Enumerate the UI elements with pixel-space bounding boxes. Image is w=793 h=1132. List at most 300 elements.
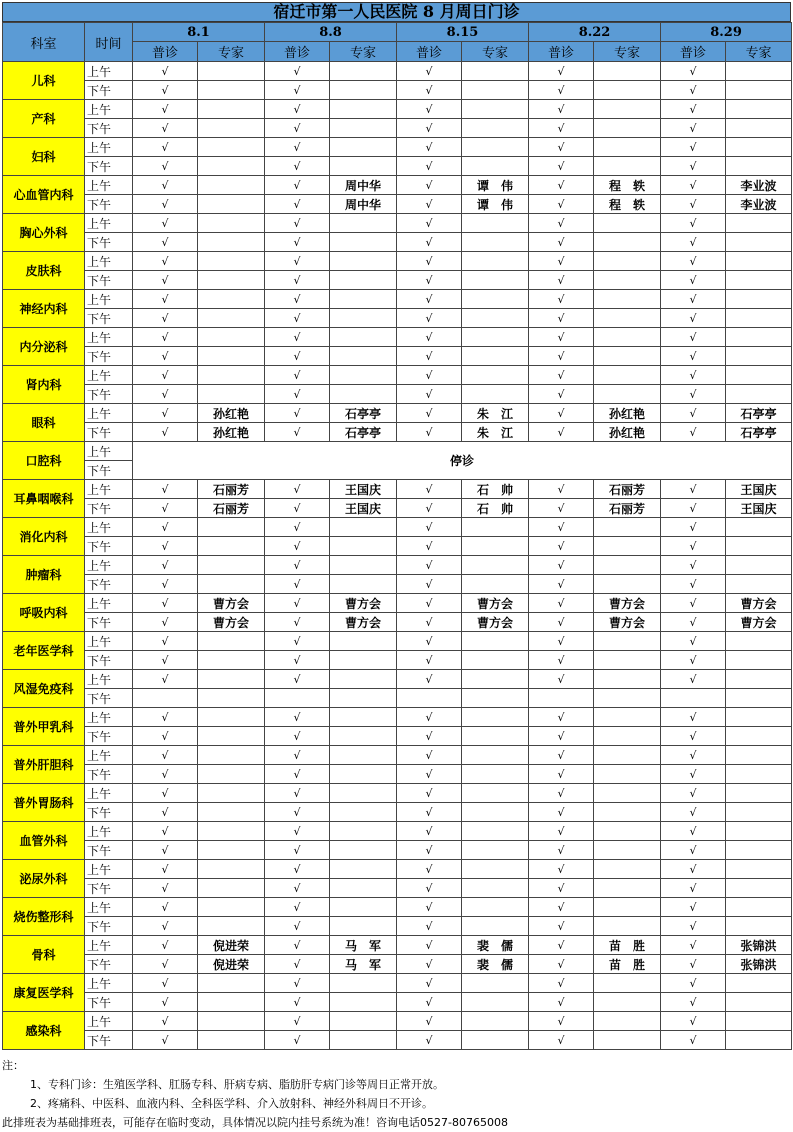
specialist-cell bbox=[594, 157, 661, 176]
specialist-cell bbox=[198, 366, 265, 385]
general-clinic-cell: √ bbox=[133, 100, 198, 119]
specialist-cell bbox=[198, 176, 265, 195]
specialist-cell bbox=[330, 556, 397, 575]
general-clinic-cell: √ bbox=[265, 347, 330, 366]
specialist-cell bbox=[198, 708, 265, 727]
specialist-cell bbox=[330, 879, 397, 898]
specialist-cell bbox=[198, 138, 265, 157]
specialist-cell bbox=[594, 537, 661, 556]
general-clinic-cell: √ bbox=[133, 670, 198, 689]
general-clinic-cell: √ bbox=[397, 974, 462, 993]
specialist-cell bbox=[330, 803, 397, 822]
specialist-cell bbox=[462, 727, 529, 746]
specialist-cell bbox=[198, 575, 265, 594]
general-clinic-cell: √ bbox=[529, 613, 594, 632]
table-row bbox=[3, 119, 792, 138]
general-clinic-cell: √ bbox=[265, 100, 330, 119]
time-period: 上午 bbox=[85, 366, 133, 385]
specialist-cell: 苗 胜 bbox=[594, 955, 661, 974]
specialist-cell bbox=[462, 537, 529, 556]
department-name: 儿科 bbox=[3, 62, 85, 100]
note-line-2: 2、疼痛科、中医科、血液内科、全科医学科、介入放射科、神经外科周日不开诊。 bbox=[30, 1097, 433, 1110]
specialist-cell bbox=[726, 328, 792, 347]
general-clinic-cell: √ bbox=[133, 727, 198, 746]
table-row bbox=[3, 575, 792, 594]
department-name: 老年医学科 bbox=[3, 632, 85, 670]
department-name: 胸心外科 bbox=[3, 214, 85, 252]
general-clinic-cell: √ bbox=[529, 556, 594, 575]
general-clinic-cell: √ bbox=[265, 594, 330, 613]
specialist-cell bbox=[198, 100, 265, 119]
specialist-cell: 石亭亭 bbox=[726, 404, 792, 423]
general-clinic-cell bbox=[265, 689, 330, 708]
general-clinic-cell: √ bbox=[529, 1031, 594, 1050]
specialist-cell bbox=[594, 138, 661, 157]
page-title: 宿迁市第一人民医院 8 月周日门诊 bbox=[2, 2, 791, 22]
general-clinic-cell: √ bbox=[529, 879, 594, 898]
specialist-cell bbox=[726, 347, 792, 366]
specialist-cell bbox=[462, 689, 529, 708]
general-clinic-cell: √ bbox=[529, 993, 594, 1012]
specialist-cell: 石丽芳 bbox=[198, 499, 265, 518]
general-clinic-cell: √ bbox=[661, 860, 726, 879]
specialist-cell bbox=[462, 632, 529, 651]
specialist-cell bbox=[462, 803, 529, 822]
general-clinic-cell: √ bbox=[397, 537, 462, 556]
time-period: 下午 bbox=[85, 1031, 133, 1050]
general-clinic-cell: √ bbox=[133, 860, 198, 879]
time-period: 上午 bbox=[85, 974, 133, 993]
general-clinic-cell: √ bbox=[397, 898, 462, 917]
time-period: 下午 bbox=[85, 841, 133, 860]
table-row bbox=[3, 993, 792, 1012]
general-clinic-cell: √ bbox=[265, 613, 330, 632]
general-header: 普诊 bbox=[661, 42, 726, 62]
general-clinic-cell: √ bbox=[529, 290, 594, 309]
specialist-cell bbox=[198, 1031, 265, 1050]
specialist-cell bbox=[330, 727, 397, 746]
general-clinic-cell: √ bbox=[661, 613, 726, 632]
general-clinic-cell: √ bbox=[265, 556, 330, 575]
general-clinic-cell: √ bbox=[133, 784, 198, 803]
specialist-cell bbox=[726, 81, 792, 100]
specialist-cell: 马 军 bbox=[330, 955, 397, 974]
specialist-cell bbox=[198, 271, 265, 290]
specialist-cell bbox=[462, 575, 529, 594]
specialist-cell bbox=[198, 309, 265, 328]
specialist-cell bbox=[198, 157, 265, 176]
general-clinic-cell: √ bbox=[133, 708, 198, 727]
general-clinic-cell: √ bbox=[397, 727, 462, 746]
specialist-cell bbox=[726, 138, 792, 157]
general-clinic-cell: √ bbox=[265, 119, 330, 138]
general-clinic-cell: √ bbox=[529, 898, 594, 917]
specialist-cell: 曹方会 bbox=[726, 613, 792, 632]
table-row bbox=[3, 784, 792, 803]
general-clinic-cell: √ bbox=[529, 62, 594, 81]
specialist-cell bbox=[330, 575, 397, 594]
general-clinic-cell: √ bbox=[397, 480, 462, 499]
general-clinic-cell bbox=[529, 689, 594, 708]
specialist-cell bbox=[726, 651, 792, 670]
specialist-cell bbox=[198, 518, 265, 537]
table-row bbox=[3, 670, 792, 689]
general-clinic-cell: √ bbox=[133, 594, 198, 613]
department-name: 普外甲乳科 bbox=[3, 708, 85, 746]
general-clinic-cell: √ bbox=[529, 746, 594, 765]
general-clinic-cell: √ bbox=[661, 404, 726, 423]
specialist-cell bbox=[330, 290, 397, 309]
general-clinic-cell: √ bbox=[265, 765, 330, 784]
time-period: 下午 bbox=[85, 727, 133, 746]
table-row bbox=[3, 917, 792, 936]
specialist-cell bbox=[594, 879, 661, 898]
specialist-cell bbox=[726, 309, 792, 328]
general-clinic-cell: √ bbox=[265, 936, 330, 955]
general-clinic-cell: √ bbox=[397, 594, 462, 613]
time-period: 下午 bbox=[85, 537, 133, 556]
general-clinic-cell: √ bbox=[661, 1031, 726, 1050]
specialist-cell bbox=[330, 974, 397, 993]
department-name: 眼科 bbox=[3, 404, 85, 442]
time-period: 上午 bbox=[85, 100, 133, 119]
specialist-cell bbox=[330, 841, 397, 860]
general-clinic-cell: √ bbox=[397, 366, 462, 385]
table-row bbox=[3, 385, 792, 404]
specialist-cell bbox=[330, 119, 397, 138]
specialist-cell bbox=[462, 898, 529, 917]
general-clinic-cell: √ bbox=[661, 651, 726, 670]
table-row bbox=[3, 689, 792, 708]
specialist-cell bbox=[594, 328, 661, 347]
department-name: 血管外科 bbox=[3, 822, 85, 860]
table-row bbox=[3, 480, 792, 499]
general-clinic-cell: √ bbox=[265, 632, 330, 651]
general-clinic-cell: √ bbox=[133, 537, 198, 556]
specialist-cell bbox=[726, 100, 792, 119]
specialist-cell bbox=[726, 708, 792, 727]
specialist-cell bbox=[594, 1031, 661, 1050]
table-row bbox=[3, 290, 792, 309]
specialist-cell bbox=[594, 366, 661, 385]
specialist-cell bbox=[330, 252, 397, 271]
general-clinic-cell: √ bbox=[397, 138, 462, 157]
specialist-cell bbox=[462, 328, 529, 347]
general-clinic-cell: √ bbox=[397, 214, 462, 233]
table-row bbox=[3, 195, 792, 214]
table-row bbox=[3, 955, 792, 974]
general-clinic-cell: √ bbox=[397, 271, 462, 290]
general-clinic-cell: √ bbox=[397, 841, 462, 860]
general-clinic-cell: √ bbox=[133, 499, 198, 518]
specialist-cell bbox=[330, 993, 397, 1012]
department-name: 风湿免疫科 bbox=[3, 670, 85, 708]
specialist-cell bbox=[330, 917, 397, 936]
specialist-cell bbox=[726, 727, 792, 746]
general-clinic-cell: √ bbox=[661, 480, 726, 499]
specialist-cell: 倪进荣 bbox=[198, 936, 265, 955]
general-clinic-cell: √ bbox=[397, 195, 462, 214]
specialist-cell bbox=[462, 119, 529, 138]
specialist-cell bbox=[594, 822, 661, 841]
specialist-cell bbox=[330, 632, 397, 651]
table-row bbox=[3, 974, 792, 993]
specialist-cell bbox=[726, 290, 792, 309]
specialist-cell bbox=[462, 993, 529, 1012]
table-row bbox=[3, 100, 792, 119]
general-clinic-cell: √ bbox=[265, 499, 330, 518]
general-clinic-cell: √ bbox=[661, 841, 726, 860]
specialist-cell bbox=[462, 1031, 529, 1050]
general-clinic-cell: √ bbox=[529, 480, 594, 499]
department-name: 呼吸内科 bbox=[3, 594, 85, 632]
general-clinic-cell: √ bbox=[265, 290, 330, 309]
specialist-cell bbox=[594, 860, 661, 879]
time-period: 下午 bbox=[85, 385, 133, 404]
table-row bbox=[3, 1012, 792, 1031]
general-clinic-cell: √ bbox=[397, 632, 462, 651]
specialist-cell bbox=[330, 822, 397, 841]
general-clinic-cell: √ bbox=[529, 385, 594, 404]
general-clinic-cell: √ bbox=[397, 176, 462, 195]
department-name: 神经内科 bbox=[3, 290, 85, 328]
general-header: 普诊 bbox=[265, 42, 330, 62]
general-clinic-cell: √ bbox=[661, 499, 726, 518]
specialist-cell bbox=[594, 347, 661, 366]
specialist-cell bbox=[594, 898, 661, 917]
general-clinic-cell: √ bbox=[529, 1012, 594, 1031]
time-period: 上午 bbox=[85, 214, 133, 233]
specialist-cell bbox=[330, 309, 397, 328]
specialist-cell bbox=[594, 974, 661, 993]
general-clinic-cell: √ bbox=[133, 746, 198, 765]
specialist-cell bbox=[462, 100, 529, 119]
time-period: 下午 bbox=[85, 233, 133, 252]
specialist-cell bbox=[198, 651, 265, 670]
general-clinic-cell: √ bbox=[529, 157, 594, 176]
general-clinic-cell: √ bbox=[661, 309, 726, 328]
time-period: 下午 bbox=[85, 157, 133, 176]
specialist-cell bbox=[726, 556, 792, 575]
specialist-cell bbox=[198, 784, 265, 803]
general-clinic-cell: √ bbox=[265, 955, 330, 974]
general-clinic-cell: √ bbox=[133, 803, 198, 822]
specialist-cell bbox=[594, 765, 661, 784]
general-clinic-cell: √ bbox=[133, 993, 198, 1012]
specialist-cell bbox=[726, 1031, 792, 1050]
specialist-cell: 石亭亭 bbox=[330, 423, 397, 442]
specialist-cell bbox=[726, 1012, 792, 1031]
general-clinic-cell: √ bbox=[529, 81, 594, 100]
general-clinic-cell: √ bbox=[661, 119, 726, 138]
time-period: 上午 bbox=[85, 138, 133, 157]
note-line-1: 1、专科门诊：生殖医学科、肛肠专科、肝病专病、脂肪肝专病门诊等周日正常开放。 bbox=[30, 1078, 444, 1091]
specialist-cell: 石 帅 bbox=[462, 480, 529, 499]
department-name: 妇科 bbox=[3, 138, 85, 176]
general-clinic-cell: √ bbox=[265, 176, 330, 195]
specialist-cell bbox=[462, 822, 529, 841]
general-clinic-cell: √ bbox=[397, 955, 462, 974]
general-header: 普诊 bbox=[529, 42, 594, 62]
general-clinic-cell: √ bbox=[265, 366, 330, 385]
general-clinic-cell: √ bbox=[529, 822, 594, 841]
specialist-cell: 李业波 bbox=[726, 176, 792, 195]
general-clinic-cell: √ bbox=[265, 727, 330, 746]
specialist-cell: 裴 儒 bbox=[462, 955, 529, 974]
general-clinic-cell: √ bbox=[133, 309, 198, 328]
table-row bbox=[3, 613, 792, 632]
specialist-cell: 孙红艳 bbox=[594, 423, 661, 442]
specialist-cell: 朱 江 bbox=[462, 423, 529, 442]
specialist-cell bbox=[330, 784, 397, 803]
general-clinic-cell: √ bbox=[397, 290, 462, 309]
specialist-cell: 曹方会 bbox=[330, 594, 397, 613]
general-clinic-cell: √ bbox=[265, 423, 330, 442]
date-header: 8.29 bbox=[661, 23, 792, 42]
table-row bbox=[3, 879, 792, 898]
department-name: 心血管内科 bbox=[3, 176, 85, 214]
specialist-cell bbox=[198, 290, 265, 309]
specialist-cell bbox=[462, 157, 529, 176]
general-clinic-cell: √ bbox=[661, 632, 726, 651]
specialist-cell bbox=[462, 917, 529, 936]
time-period: 下午 bbox=[85, 765, 133, 784]
department-name: 消化内科 bbox=[3, 518, 85, 556]
department-name: 肿瘤科 bbox=[3, 556, 85, 594]
time-period: 下午 bbox=[85, 195, 133, 214]
specialist-cell bbox=[726, 879, 792, 898]
general-clinic-cell: √ bbox=[265, 898, 330, 917]
table-row bbox=[3, 936, 792, 955]
time-period: 上午 bbox=[85, 784, 133, 803]
time-period: 上午 bbox=[85, 670, 133, 689]
general-clinic-cell: √ bbox=[265, 233, 330, 252]
table-row bbox=[3, 803, 792, 822]
specialist-cell bbox=[330, 898, 397, 917]
specialist-cell bbox=[726, 575, 792, 594]
specialist-cell bbox=[594, 575, 661, 594]
general-clinic-cell: √ bbox=[133, 252, 198, 271]
general-clinic-cell: √ bbox=[529, 974, 594, 993]
general-clinic-cell: √ bbox=[529, 860, 594, 879]
time-column-header: 时间 bbox=[85, 23, 133, 62]
specialist-cell bbox=[198, 328, 265, 347]
specialist-cell bbox=[726, 784, 792, 803]
specialist-cell bbox=[330, 347, 397, 366]
time-period: 下午 bbox=[85, 613, 133, 632]
specialist-cell: 石丽芳 bbox=[594, 480, 661, 499]
general-clinic-cell: √ bbox=[133, 138, 198, 157]
general-clinic-cell: √ bbox=[265, 746, 330, 765]
specialist-cell bbox=[198, 993, 265, 1012]
time-period: 下午 bbox=[85, 81, 133, 100]
general-clinic-cell: √ bbox=[529, 347, 594, 366]
specialist-cell: 李业波 bbox=[726, 195, 792, 214]
general-clinic-cell: √ bbox=[397, 993, 462, 1012]
specialist-cell bbox=[330, 651, 397, 670]
general-clinic-cell: √ bbox=[133, 347, 198, 366]
general-clinic-cell: √ bbox=[397, 100, 462, 119]
department-name: 烧伤整形科 bbox=[3, 898, 85, 936]
general-clinic-cell bbox=[397, 689, 462, 708]
general-clinic-cell: √ bbox=[397, 784, 462, 803]
general-clinic-cell: √ bbox=[397, 81, 462, 100]
general-clinic-cell: √ bbox=[661, 214, 726, 233]
general-clinic-cell: √ bbox=[265, 404, 330, 423]
specialist-cell bbox=[198, 1012, 265, 1031]
specialist-cell: 石亭亭 bbox=[726, 423, 792, 442]
general-clinic-cell: √ bbox=[661, 746, 726, 765]
specialist-cell bbox=[198, 347, 265, 366]
general-clinic-cell: √ bbox=[133, 290, 198, 309]
specialist-cell bbox=[462, 1012, 529, 1031]
general-clinic-cell: √ bbox=[397, 157, 462, 176]
general-clinic-cell: √ bbox=[133, 195, 198, 214]
general-clinic-cell: √ bbox=[529, 670, 594, 689]
general-clinic-cell: √ bbox=[265, 81, 330, 100]
specialist-cell bbox=[462, 366, 529, 385]
time-period: 下午 bbox=[85, 575, 133, 594]
department-name: 普外胃肠科 bbox=[3, 784, 85, 822]
general-clinic-cell: √ bbox=[265, 879, 330, 898]
specialist-cell bbox=[726, 765, 792, 784]
specialist-cell bbox=[594, 708, 661, 727]
specialist-cell bbox=[198, 670, 265, 689]
specialist-cell: 石亭亭 bbox=[330, 404, 397, 423]
general-clinic-cell: √ bbox=[265, 917, 330, 936]
specialist-cell bbox=[726, 917, 792, 936]
specialist-cell: 曹方会 bbox=[726, 594, 792, 613]
specialist-cell bbox=[198, 233, 265, 252]
time-period: 下午 bbox=[85, 271, 133, 290]
specialist-cell: 张锦洪 bbox=[726, 936, 792, 955]
general-clinic-cell: √ bbox=[529, 765, 594, 784]
specialist-cell bbox=[462, 784, 529, 803]
general-clinic-cell: √ bbox=[529, 233, 594, 252]
specialist-cell bbox=[462, 860, 529, 879]
specialist-cell: 石丽芳 bbox=[198, 480, 265, 499]
specialist-cell bbox=[198, 898, 265, 917]
specialist-cell bbox=[462, 974, 529, 993]
general-clinic-cell: √ bbox=[661, 100, 726, 119]
notes-heading: 注： bbox=[2, 1059, 24, 1072]
general-clinic-cell: √ bbox=[661, 81, 726, 100]
specialist-cell bbox=[462, 138, 529, 157]
time-period: 下午 bbox=[85, 803, 133, 822]
table-row bbox=[3, 138, 792, 157]
table-row bbox=[3, 518, 792, 537]
general-clinic-cell: √ bbox=[133, 119, 198, 138]
specialist-cell bbox=[198, 62, 265, 81]
general-clinic-cell: √ bbox=[133, 157, 198, 176]
table-row bbox=[3, 1031, 792, 1050]
department-name: 康复医学科 bbox=[3, 974, 85, 1012]
table-row bbox=[3, 157, 792, 176]
general-clinic-cell: √ bbox=[529, 195, 594, 214]
specialist-cell bbox=[198, 879, 265, 898]
general-clinic-cell: √ bbox=[661, 575, 726, 594]
specialist-cell bbox=[594, 670, 661, 689]
general-clinic-cell: √ bbox=[397, 499, 462, 518]
specialist-cell bbox=[462, 841, 529, 860]
specialist-cell bbox=[726, 746, 792, 765]
general-clinic-cell: √ bbox=[133, 233, 198, 252]
specialist-cell bbox=[198, 214, 265, 233]
specialist-cell: 谭 伟 bbox=[462, 195, 529, 214]
general-clinic-cell: √ bbox=[397, 575, 462, 594]
specialist-cell bbox=[726, 898, 792, 917]
general-clinic-cell: √ bbox=[661, 537, 726, 556]
